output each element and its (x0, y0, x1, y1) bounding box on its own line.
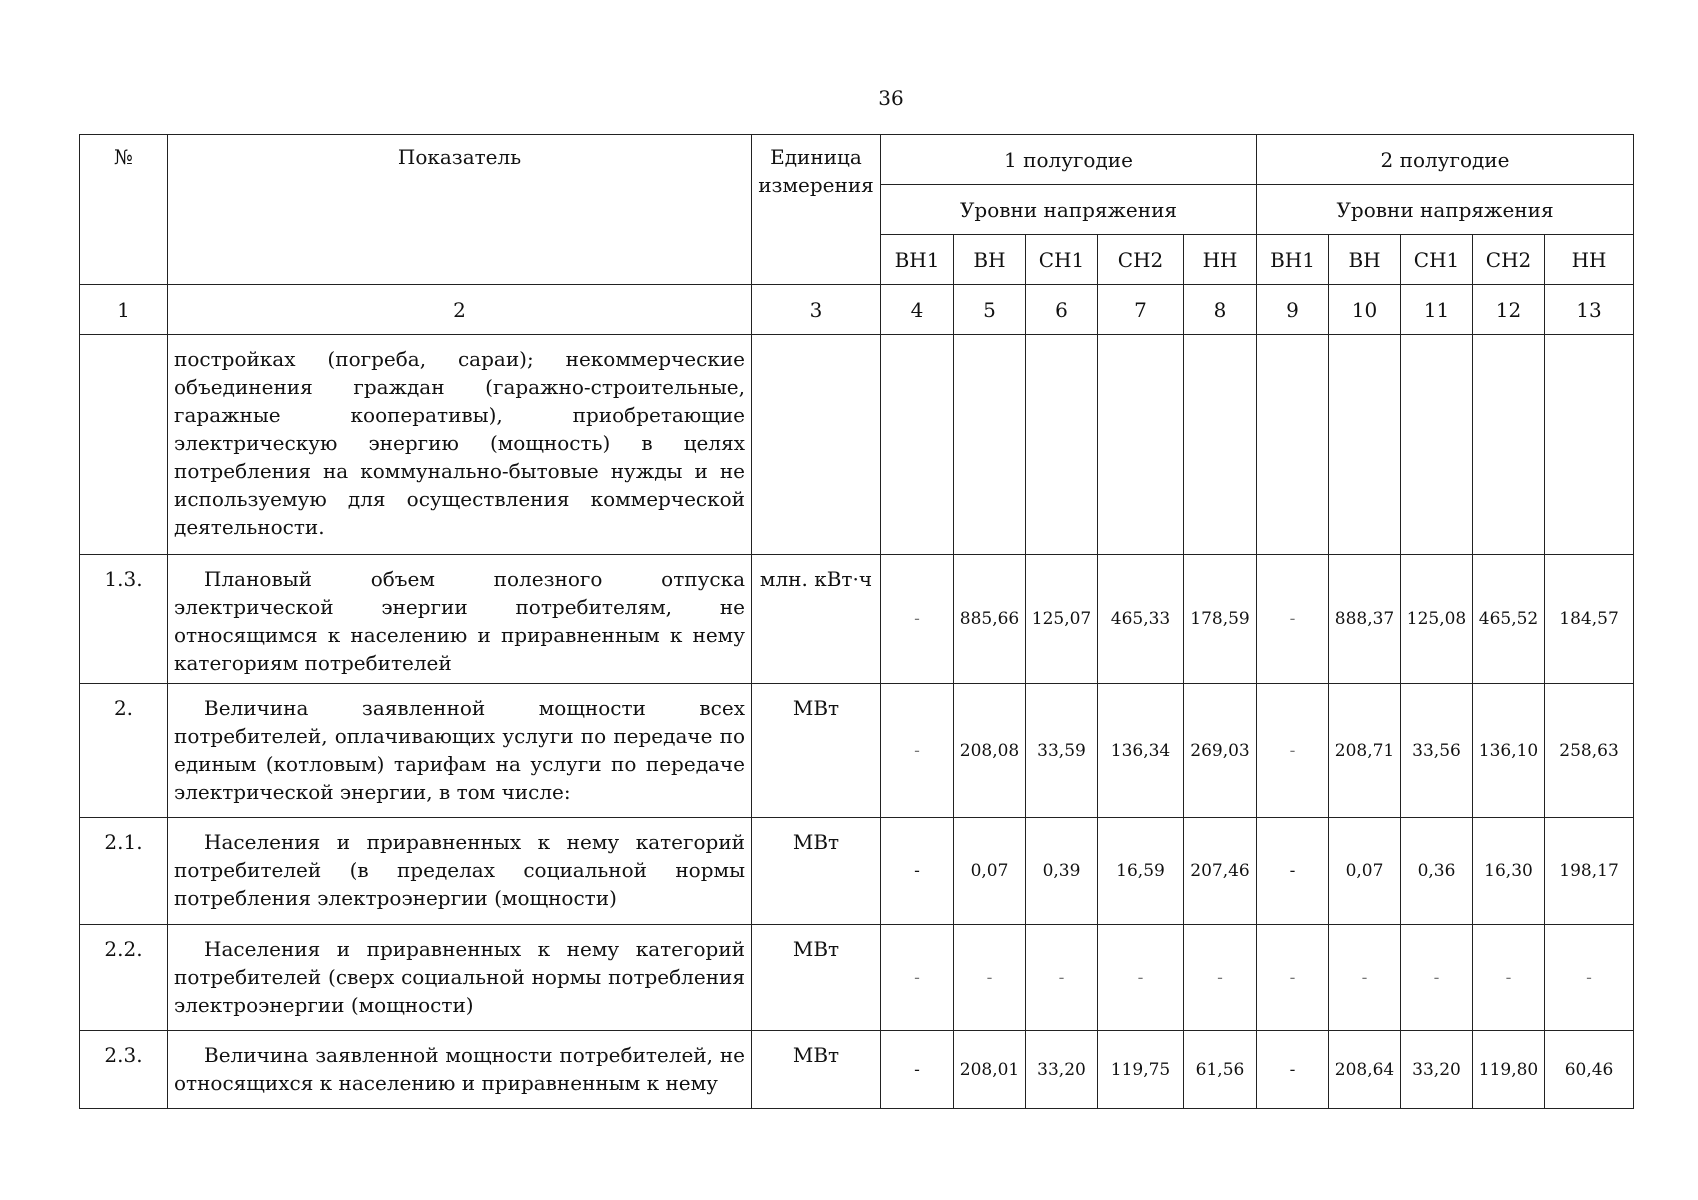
row-value: - (1184, 925, 1257, 1031)
row-value: - (1098, 925, 1184, 1031)
row-value: 208,64 (1329, 1031, 1401, 1109)
row-value: 0,39 (1026, 818, 1098, 925)
row-value: 888,37 (1329, 555, 1401, 684)
row-description: Величина заявленной мощности всех потребителей, оплачивающих услуги по передаче по единым (котловым) тарифам на услуги по передаче электрической энергии, в том числе: (168, 684, 752, 818)
row-unit: млн. кВт·ч (752, 555, 881, 684)
header-row-1 (80, 135, 1634, 185)
header-col-nn-h1: НН (1184, 235, 1257, 285)
row-value: - (1257, 555, 1329, 684)
header-levels-1: Уровни напряжения (881, 185, 1257, 235)
numbering-row (80, 285, 1634, 335)
table-row (80, 555, 1634, 684)
row-value: 33,56 (1401, 684, 1473, 818)
header-col-sn1-h1: СН1 (1026, 235, 1098, 285)
header-indicator: Показатель (168, 135, 752, 285)
row-value: 465,33 (1098, 555, 1184, 684)
row-value (1098, 335, 1184, 555)
row-value (1329, 335, 1401, 555)
row-value: 60,46 (1545, 1031, 1634, 1109)
row-value: 208,08 (954, 684, 1026, 818)
row-value: 885,66 (954, 555, 1026, 684)
row-value: - (1545, 925, 1634, 1031)
row-description: Населения и приравненных к нему категорий потребителей (в пределах социальной нормы потребления электроэнергии (мощности) (168, 818, 752, 925)
table-row (80, 818, 1634, 925)
page-number: 36 (878, 86, 904, 110)
column-number: 2 (168, 285, 752, 335)
row-number: 2.1. (80, 818, 168, 925)
row-value (1026, 335, 1098, 555)
table-row (80, 335, 1634, 555)
header-col-sn1-h2: СН1 (1401, 235, 1473, 285)
row-description: Населения и приравненных к нему категорий потребителей (сверх социальной нормы потребления электроэнергии (мощности) (168, 925, 752, 1031)
row-value: 136,34 (1098, 684, 1184, 818)
row-value (1401, 335, 1473, 555)
row-value: 198,17 (1545, 818, 1634, 925)
row-number: 2.3. (80, 1031, 168, 1109)
column-number: 4 (881, 285, 954, 335)
row-value: - (1257, 1031, 1329, 1109)
row-value: - (1026, 925, 1098, 1031)
row-value: 0,07 (954, 818, 1026, 925)
table-row (80, 925, 1634, 1031)
row-number (80, 335, 168, 555)
column-number: 9 (1257, 285, 1329, 335)
row-value: 16,59 (1098, 818, 1184, 925)
header-half-2: 2 полугодие (1257, 135, 1634, 185)
column-number: 6 (1026, 285, 1098, 335)
tariff-table (79, 134, 1634, 1109)
row-value: 136,10 (1473, 684, 1545, 818)
row-value: 119,80 (1473, 1031, 1545, 1109)
column-number: 3 (752, 285, 881, 335)
header-col-vn-h1: ВН (954, 235, 1026, 285)
row-value: - (881, 818, 954, 925)
row-number: 2.2. (80, 925, 168, 1031)
row-value: 269,03 (1184, 684, 1257, 818)
row-value: 33,20 (1026, 1031, 1098, 1109)
table-row (80, 1031, 1634, 1109)
column-number: 13 (1545, 285, 1634, 335)
header-no: № (80, 135, 168, 285)
row-value: 61,56 (1184, 1031, 1257, 1109)
header-col-sn2-h2: СН2 (1473, 235, 1545, 285)
row-value: 0,36 (1401, 818, 1473, 925)
row-value: 208,01 (954, 1031, 1026, 1109)
column-number: 7 (1098, 285, 1184, 335)
row-value: 184,57 (1545, 555, 1634, 684)
row-value (1473, 335, 1545, 555)
row-value: 16,30 (1473, 818, 1545, 925)
row-value: - (881, 684, 954, 818)
column-number: 1 (80, 285, 168, 335)
row-description: Плановый объем полезного отпуска электрической энергии потребителям, не относящимся к населению и приравненным к нему категориям потребителей (168, 555, 752, 684)
row-number: 2. (80, 684, 168, 818)
row-value: 208,71 (1329, 684, 1401, 818)
row-value: - (1401, 925, 1473, 1031)
row-value: - (1257, 684, 1329, 818)
row-value: - (881, 555, 954, 684)
row-unit: МВт (752, 925, 881, 1031)
column-number: 11 (1401, 285, 1473, 335)
table-row (80, 684, 1634, 818)
row-value: - (1257, 818, 1329, 925)
row-value: 33,20 (1401, 1031, 1473, 1109)
row-value (881, 335, 954, 555)
row-value (1545, 335, 1634, 555)
row-value: - (1329, 925, 1401, 1031)
header-levels-2: Уровни напряжения (1257, 185, 1634, 235)
row-value: - (1473, 925, 1545, 1031)
row-unit (752, 335, 881, 555)
row-value: 258,63 (1545, 684, 1634, 818)
row-unit: МВт (752, 818, 881, 925)
row-value: 0,07 (1329, 818, 1401, 925)
row-value: 119,75 (1098, 1031, 1184, 1109)
column-number: 5 (954, 285, 1026, 335)
header-col-vn1-h1: ВН1 (881, 235, 954, 285)
header-col-nn-h2: НН (1545, 235, 1634, 285)
row-value: - (1257, 925, 1329, 1031)
row-value: 465,52 (1473, 555, 1545, 684)
row-value: - (881, 925, 954, 1031)
row-value (1184, 335, 1257, 555)
header-col-vn-h2: ВН (1329, 235, 1401, 285)
row-value: 125,08 (1401, 555, 1473, 684)
row-value (1257, 335, 1329, 555)
column-number: 10 (1329, 285, 1401, 335)
row-value: 178,59 (1184, 555, 1257, 684)
header-col-vn1-h2: ВН1 (1257, 235, 1329, 285)
row-description: постройках (погреба, сараи); некоммерческие объединения граждан (гаражно-строительные, гаражные кооперативы), приобретающие электрическую энергию (мощность) в целях потребления на коммунально-бытовые нужды и не используемую для осуществления коммерческой деятельности. (168, 335, 752, 555)
header-half-1: 1 полугодие (881, 135, 1257, 185)
row-value: 207,46 (1184, 818, 1257, 925)
row-value: 125,07 (1026, 555, 1098, 684)
header-unit: Единица измерения (752, 135, 881, 285)
row-value (954, 335, 1026, 555)
row-value: - (881, 1031, 954, 1109)
header-col-sn2-h1: СН2 (1098, 235, 1184, 285)
row-value: 33,59 (1026, 684, 1098, 818)
row-unit: МВт (752, 684, 881, 818)
row-number: 1.3. (80, 555, 168, 684)
row-description: Величина заявленной мощности потребителей, не относящихся к населению и приравненным к нему (168, 1031, 752, 1109)
column-number: 12 (1473, 285, 1545, 335)
row-unit: МВт (752, 1031, 881, 1109)
row-value: - (954, 925, 1026, 1031)
column-number: 8 (1184, 285, 1257, 335)
